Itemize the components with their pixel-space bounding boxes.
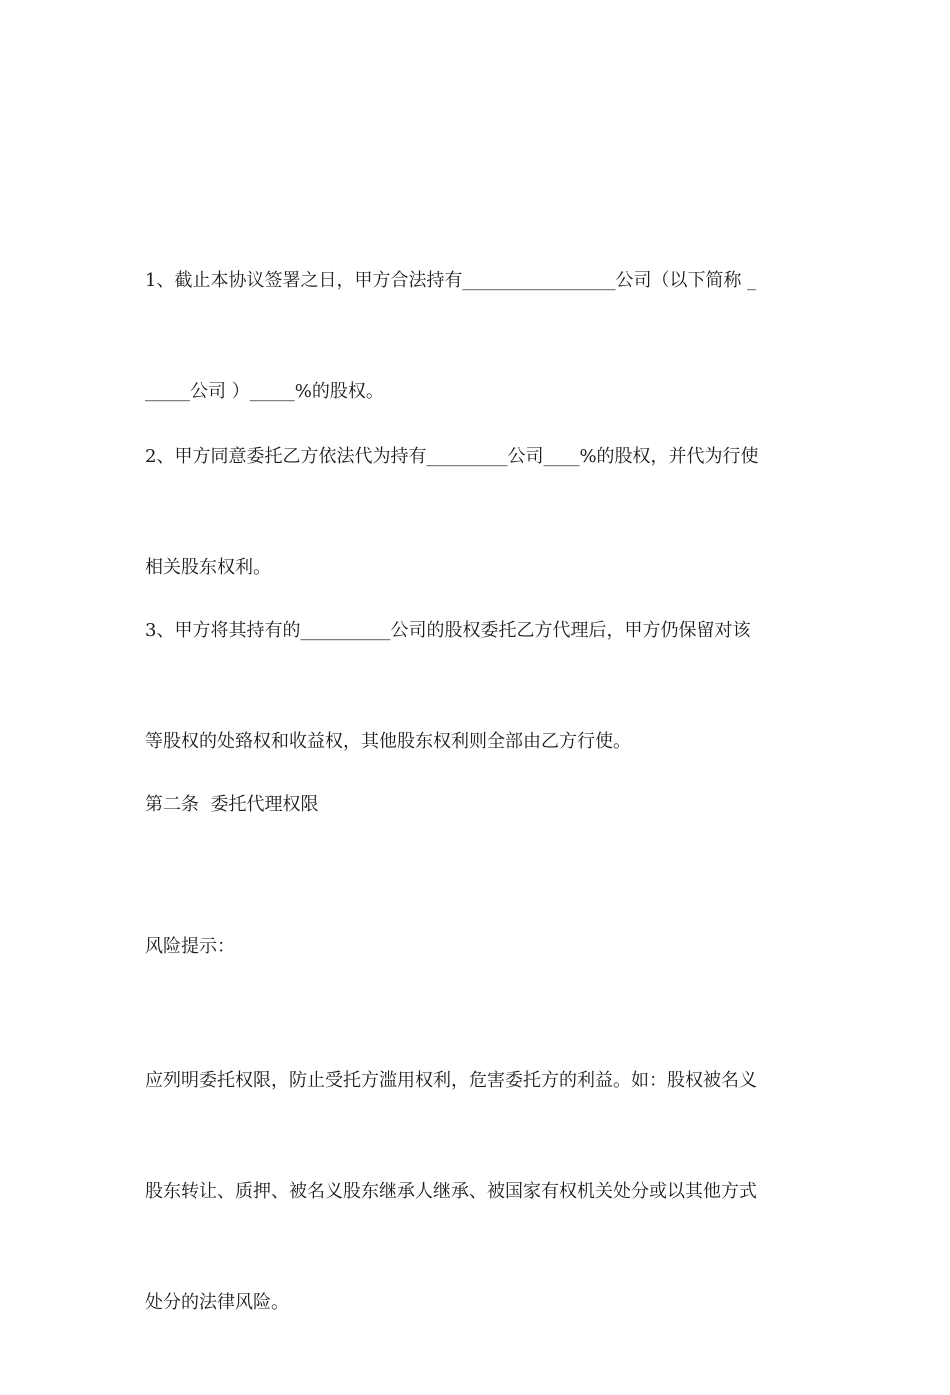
risk-title-text: 风险提示： [145, 936, 235, 957]
article-2-heading-text: 第二条 委托代理权限 [145, 794, 319, 815]
clause-3-line-1: 3、甲方将其持有的__________公司的股权委托乙方代理后，甲方仍保留对该 [145, 620, 751, 641]
risk-body-line-1: 应列明委托权限，防止受托方滥用权利，危害委托方的利益。如：股权被名义 [145, 1070, 757, 1091]
risk-body-line-3: 处分的法律风险。 [145, 1292, 289, 1313]
clause-3-line-2: 等股权的处臵权和收益权，其他股东权利则全部由乙方行使。 [145, 731, 631, 752]
clause-2-line-2: 相关股东权利。 [145, 557, 271, 578]
clause-2-line-1: 2、甲方同意委托乙方依法代为持有_________公司____%的股权，并代为行使 [145, 446, 759, 467]
risk-body-line-2: 股东转让、质押、被名义股东继承人继承、被国家有权机关处分或以其他方式 [145, 1181, 757, 1202]
clause-1-line-2: _____公司 ）_____%的股权。 [145, 381, 384, 402]
risk-body [145, 988, 810, 1395]
clause-1-line-1: 1、截止本协议签署之日，甲方合法持有_________________公司（以下简称 _ [145, 270, 757, 291]
